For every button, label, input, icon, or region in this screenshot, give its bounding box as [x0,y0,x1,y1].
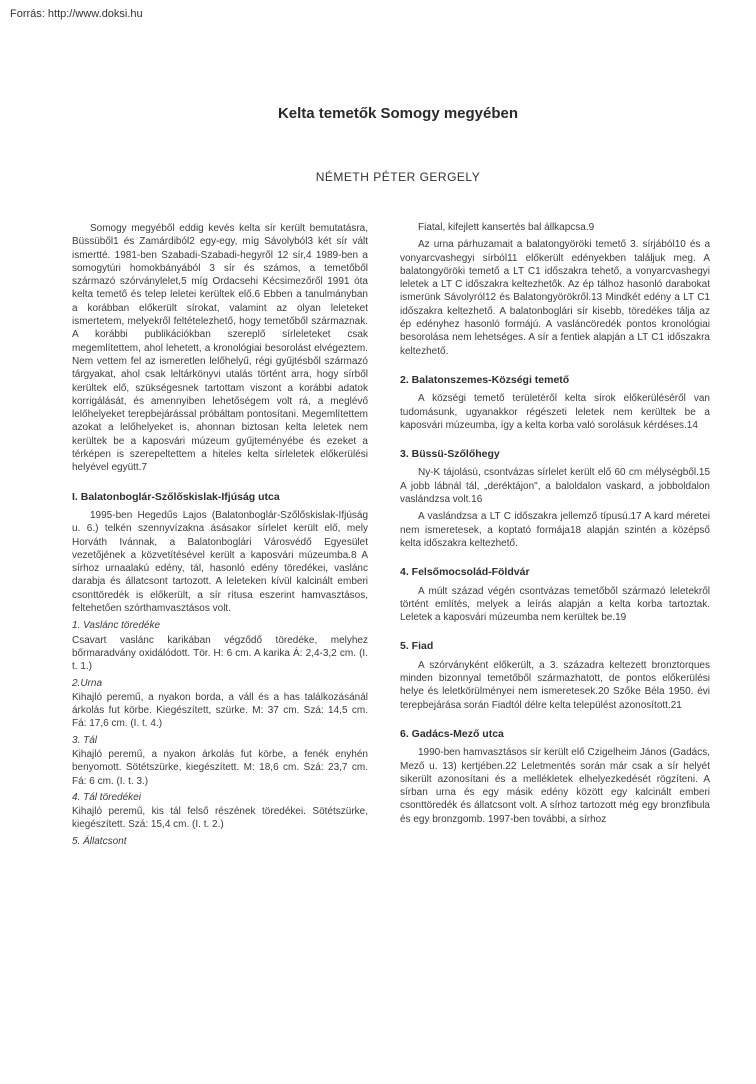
intro-paragraph: Somogy megyéből eddig kevés kelta sír került bemutatásra, Büssüből1 és Zamárdiból2 egy-egy, míg Sávolyból3 két sír vált ismertté. 1981-ben Szabadi-Szabadi-hegyről 12 sír,4 1989-ben a somogytúri homokbányából 3 sír és számos, a temetőből származó szórványlelet,5 míg Ordacsehi Kécsimezőről 1991 óta kelta temető és telep leletei kerültek elő.6 Ebben a tanulmányban a korábban előkerült sírokat, valamint az olyan leleteket ismertetem, melyekről feltételezhető, hogy temetőből származnak. A korábbi publikációkban szereplő sírleleteket csak megemlítettem, ahol lehetett, a kronológiai besorolást elvégeztem. Nem vettem fel az ismeretlen lelőhelyű, régi gyűjtésből származó tárgyakat, ahol csak leltárkönyvi utalás történt arra, hogy sírből kerültek elő, szükségesnek tartottam viszont a korábbi adatok korrigálását, és amennyiben lehetőségem volt rá, a meglévő lelőhelyeket terepbejárással próbáltam pontosítani. Megemlítettem azokat a lelőhelyeket is, ahonnan biztosan kelta leletek nem kerültek be a kaposvári múzeum gyűjteményébe és ezeket a térképen is szerepeltettem a hiteles kelta sírleletek előkerülési helyével együtt.7 [72,223,368,474]
item-title: 1. Vaslánc töredéke [72,620,161,632]
section-heading: 3. Büssü-Szőlőhegy [400,448,500,461]
item-title: 5. Állatcsont [72,835,127,847]
source-url: Forrás: http://www.doksi.hu [10,8,143,20]
section-paragraph: 1990-ben hamvasztásos sír került elő Czigelheim János (Gadács, Mező u. 13) kertjében.22 Leletmentés során már csak a sír helyét sikerült azonosítani és a mellékletek elhelyezkedését rögzíteni. A sírban urna és egy másik edény között egy kalcinált emberi csonttöredék és állatcsont volt. A sírhoz tartozott még egy bronzfibula és egy bronzgomb. 1997-ben további, a sírhoz [400,747,710,825]
section-heading: 4. Felsőmocsolád-Földvár [400,566,530,579]
section-paragraph: 1995-ben Hegedűs Lajos (Balatonboglár-Szőlőskislak-Ifjúság u. 6.) telkén szennyvízakna ásásakor sírlelet került elő, mely Horváth Ivánnak, a Balatonboglári Városvédő Egyesület vezetőjének a közvetítésével került a kaposvári múzeumba.8 A sírhoz urnaalakú edény, tál, hasonló edény töredékei, vaslánc darabja és állatcsont tartozott. A leleteken kívül kalcinált emberi csonttöredék is előkerült, a sír rítusa eszerint hamvasztásos, feltehetően szórthamvasztásos volt. [72,509,368,615]
paragraph: Fiatal, kifejlett kansertés bal állkapcsa.9 [418,222,595,233]
section-heading: 5. Fiad [400,640,434,653]
item-text: Kihajló peremű, a nyakon árkolás fut körbe, a fenék enyhén benyomott. Sötétszürke, kiegészített. M: 18,6 cm. Szá: 23,7 cm. Fá: 6 cm. (I. t. 3.) [72,748,368,787]
right-column [400,221,710,830]
section-paragraph: A múlt század végén csontvázas temetőből származó leletekről történt említés, melyek a leírás alapján a kelta korba tartoztak. Leletek a kaposvári múzeumba nem kerültek be.19 [400,585,710,624]
section-heading: 2. Balatonszemes-Községi temető [400,373,570,386]
section-heading: 6. Gadács-Mező utca [400,727,504,740]
paragraph: Az urna párhuzamait a balatongyöröki temető 3. sírjából10 és a vonyarcvashegyi sírból11 előkerült edényekben találjuk meg. A balatongyöröki temető a LT C1 időszakra tehető, a vonyarcvashegyi leletek a LT C időszakra keltezhetők. Az ép tálhoz hasonló darabokat ismerünk Sávolyról12 és Balatongyörökről.13 Mindkét edény a LT C1 időszakra keltezhető. A balatonboglári sír kisebb, töredékes tálja az ép edényhez hasonló formájú. A vasláncöredék pontos kronológiai besorolása nem lehetséges. A sír a fentiek alapján a LT C1 időszakra keltezhető. [400,239,710,357]
page-title: Kelta temetők Somogy megyében [277,105,519,122]
item-title: 3. Tál [72,734,98,746]
item-text: Kihajló peremű, a nyakon borda, a váll és a has találkozásánál árkolás fut körbe. Kiegészített, szürke. M: 37 cm. Szá: 14,5 cm. Fá: 17,6 cm. (I. t. 4.) [72,691,368,730]
section-heading: I. Balatonboglár-Szőlőskislak-Ifjúság utca [72,490,280,503]
author-name: NÉMETH PÉTER GERGELY [315,170,481,184]
item-title: 2.Urna [72,677,103,689]
item-text: Csavart vaslánc karikában végződő töredéke, melyhez bőrmaradvány oxidálódott. Tör. H: 6 cm. A karika Á: 2,4-3,2 cm. (I. t. 1.) [72,634,368,673]
section-paragraph: A községi temető területéről kelta sírok előkerüléséről van tudomásunk, ugyanakkor régészeti leletek nem kerültek be a kaposvári múzeumba, így a kelta korba való sorolásuk kérdéses.14 [400,393,710,431]
item-title: 4. Tál töredékei [72,791,141,803]
item-text: Kihajló peremű, kis tál felső részének töredékei. Sötétszürke, kiegészített. Szá: 15,4 cm. (I. t. 2.) [72,806,368,831]
left-column [72,222,368,849]
section-paragraph: A vaslándzsa a LT C időszakra jellemző típusú.17 A kard méretei nem ismeretesek, a koptató formája18 alapján szintén a középső kelta időszakra keltezhető. [400,511,710,549]
section-paragraph: A szórványként előkerült, a 3. századra keltezett bronztorques minden bizonnyal temetőből származhatott, de pontos előkerülési helye és leletkörülményei nem ismeretesek.20 Szőke Béla 1950. évi terepbejárása során Fiadtól délre kelta települést azonosított.21 [400,659,710,711]
section-paragraph: Ny-K tájolású, csontvázas sírlelet került elő 60 cm mélységből.15 A jobb lábnál tál, „deréktájon", a baloldalon vaskard, a jobboldalon vaslándzsa volt.16 [400,467,710,506]
